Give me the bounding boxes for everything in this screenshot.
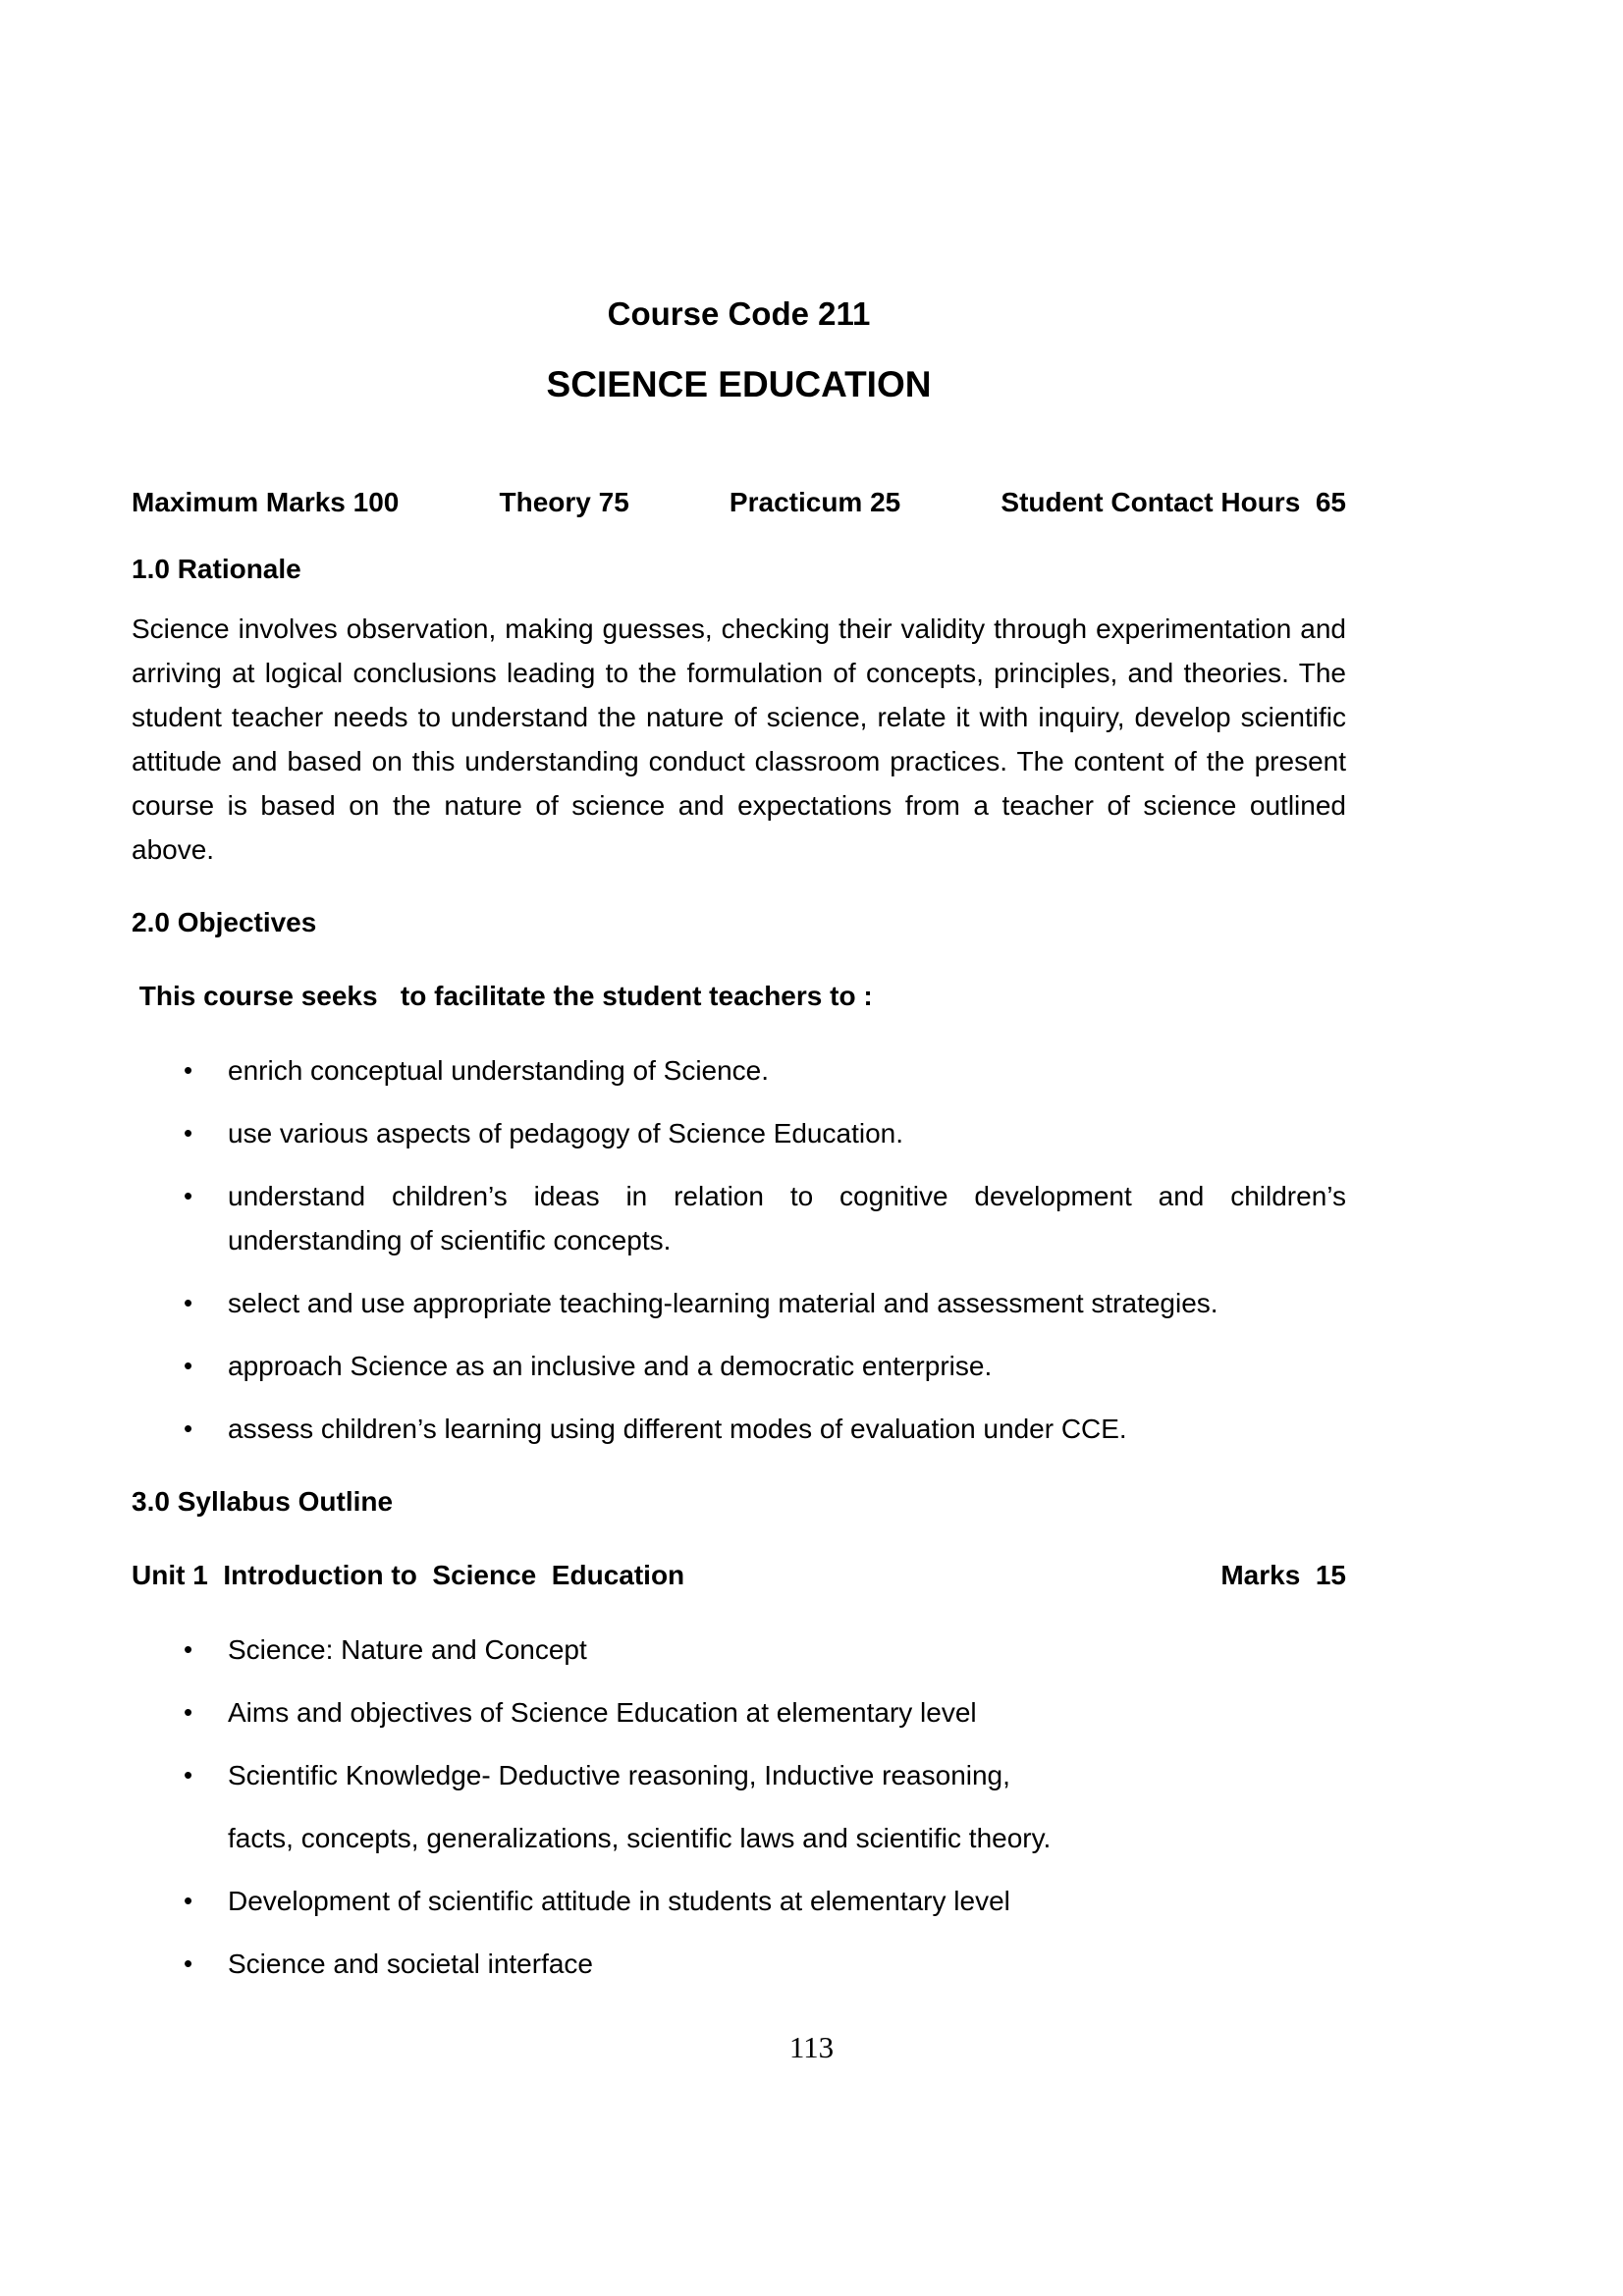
bullet-icon: • bbox=[184, 1885, 193, 1915]
unit1-title: Unit 1 Introduction to Science Education bbox=[132, 1559, 685, 1590]
bullet-icon: • bbox=[184, 1180, 193, 1210]
unit-topic-text: Scientific Knowledge- Deductive reasoning, Inductive reasoning, bbox=[228, 1759, 1010, 1790]
rationale-paragraph: Science involves observation, making guesses, checking their validity through experimentation and arriving at logical conclusions leading to the formulation of concepts, principles, and theories. The student teacher needs to understand the nature of science, relate it with inquiry, develop scientific attitude and based on this understanding conduct classroom practices. The content of the present course is based on the nature of science and expectations from a teacher of science outlined above. bbox=[132, 613, 1346, 865]
objectives-list bbox=[132, 1048, 1346, 1451]
objective-item bbox=[132, 1281, 1346, 1325]
objective-item bbox=[132, 1174, 1346, 1262]
rationale-heading: 1.0 Rationale bbox=[132, 553, 301, 584]
bullet-icon: • bbox=[184, 1696, 193, 1727]
unit1-marks: Marks 15 bbox=[1220, 1559, 1346, 1590]
bullet-icon: • bbox=[184, 1117, 193, 1148]
maximum-marks-label: Maximum Marks 100 bbox=[132, 486, 400, 517]
unit-topic-continuation bbox=[132, 1816, 1346, 1860]
bullet-icon: • bbox=[184, 1759, 193, 1789]
objective-text: understand children’s ideas in relation to cognitive development and children’s understanding of scientific concepts. bbox=[228, 1180, 1346, 1255]
objective-text: approach Science as an inclusive and a democratic enterprise. bbox=[228, 1350, 993, 1381]
unit-topic-item bbox=[132, 1690, 1346, 1735]
marks-summary-row bbox=[132, 487, 1346, 518]
unit-topic-text: Aims and objectives of Science Education at elementary level bbox=[228, 1696, 977, 1728]
unit-topic-text: facts, concepts, generalizations, scientific laws and scientific theory. bbox=[228, 1822, 1052, 1853]
objective-item bbox=[132, 1407, 1346, 1451]
objective-item bbox=[132, 1048, 1346, 1093]
objective-item bbox=[132, 1111, 1346, 1155]
syllabus-heading: 3.0 Syllabus Outline bbox=[132, 1485, 394, 1517]
objective-text: use various aspects of pedagogy of Science Education. bbox=[228, 1117, 903, 1148]
unit-topic-item bbox=[132, 1753, 1346, 1797]
objectives-intro: This course seeks to facilitate the student teachers to : bbox=[132, 980, 873, 1011]
unit1-topics-list bbox=[132, 1628, 1346, 1986]
objectives-heading: 2.0 Objectives bbox=[132, 906, 317, 937]
unit-topic-item bbox=[132, 1628, 1346, 1672]
contact-hours-label: Student Contact Hours 65 bbox=[1001, 486, 1346, 517]
bullet-icon: • bbox=[184, 1413, 193, 1443]
bullet-icon: • bbox=[184, 1948, 193, 1978]
objective-text: select and use appropriate teaching-learning material and assessment strategies. bbox=[228, 1287, 1218, 1318]
unit-topic-text: Science: Nature and Concept bbox=[228, 1633, 587, 1665]
bullet-icon: • bbox=[184, 1633, 193, 1664]
unit-topic-item bbox=[132, 1879, 1346, 1923]
page-number: 113 bbox=[788, 2030, 835, 2064]
theory-marks-label: Theory 75 bbox=[499, 486, 629, 517]
objective-text: assess children’s learning using different modes of evaluation under CCE. bbox=[228, 1413, 1127, 1444]
title-block bbox=[132, 294, 1346, 406]
unit-topic-text: Science and societal interface bbox=[228, 1948, 593, 1979]
unit1-heading-row bbox=[132, 1553, 1346, 1597]
course-title-heading: SCIENCE EDUCATION bbox=[546, 363, 932, 404]
course-code-heading: Course Code 211 bbox=[607, 295, 871, 332]
objective-item bbox=[132, 1344, 1346, 1388]
unit-topic-text: Development of scientific attitude in students at elementary level bbox=[228, 1885, 1010, 1916]
unit-topic-item bbox=[132, 1942, 1346, 1986]
practicum-marks-label: Practicum 25 bbox=[729, 486, 901, 517]
bullet-icon: • bbox=[184, 1054, 193, 1085]
bullet-icon: • bbox=[184, 1350, 193, 1380]
objective-text: enrich conceptual understanding of Science. bbox=[228, 1054, 770, 1086]
page-content bbox=[132, 294, 1346, 2004]
bullet-icon: • bbox=[184, 1287, 193, 1317]
